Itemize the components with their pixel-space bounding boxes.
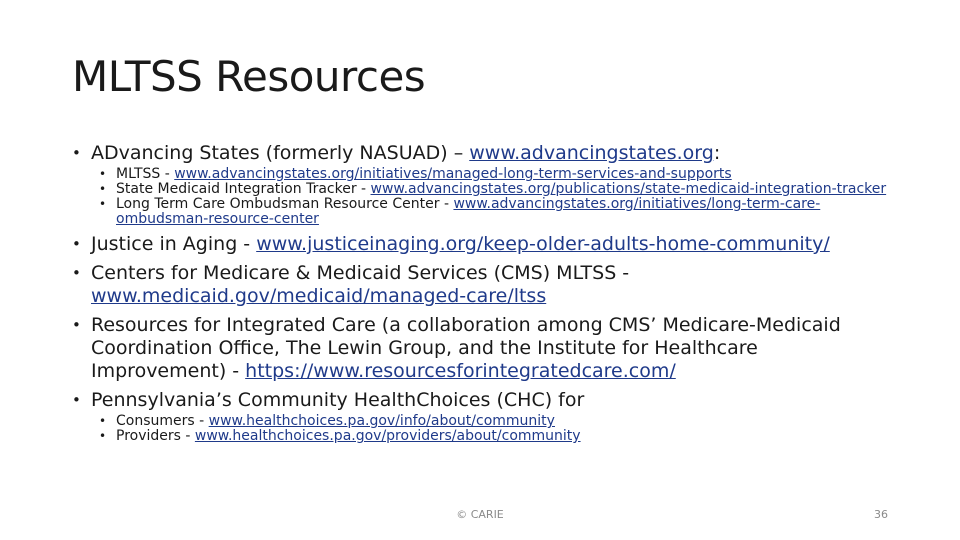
bullet-cms-mltss [72,262,892,308]
consumers-link[interactable]: www.healthchoices.pa.gov/info/about/community [208,413,555,429]
sub-bullet-text: Consumers - [116,413,209,429]
providers-link[interactable]: www.healthchoices.pa.gov/providers/about/community [194,428,581,444]
bullet-integrated-care [72,314,892,383]
sub-bullet-text: Providers - [116,428,195,444]
sub-list-chc [99,414,892,444]
bullet-suffix: : [713,142,721,164]
sub-bullet-consumers [99,414,892,429]
mltss-link[interactable]: www.advancingstates.org/initiatives/managed-long-term-services-and-supports [174,166,732,182]
bullet-text: ADvancing States (formerly NASUAD) – [91,142,470,164]
bullet-text: Resources for Integrated Care (a collaboration among CMS’ Medicare-Medicaid Coordination Office, The Lewin Group, and the Institute for Healthcare Improvement) - [91,314,841,382]
bullet-advancing-states [72,142,892,227]
sub-bullet-tracker [99,182,892,197]
slide-content [72,142,892,444]
bullet-text: Centers for Medicare & Medicaid Services (CMS) MLTSS - [91,262,630,284]
medicaid-gov-link[interactable]: www.medicaid.gov/medicaid/managed-care/ltss [91,285,547,307]
sub-bullet-text: State Medicaid Integration Tracker - [116,181,371,197]
bullet-pa-chc [72,389,892,444]
bullet-text: Pennsylvania’s Community HealthChoices (CHC) for [91,389,585,411]
advancingstates-link[interactable]: www.advancingstates.org [469,142,714,164]
sub-bullet-mltss [99,167,892,182]
sub-list-advancing-states [99,167,892,227]
integrated-care-link[interactable]: https://www.resourcesforintegratedcare.com/ [245,360,676,382]
bullet-text: Justice in Aging - [91,233,257,255]
ombudsman-link[interactable]: www.advancingstates.org/initiatives/long-term-care-ombudsman-resource-center [116,196,821,227]
sub-bullet-ombudsman [99,197,892,227]
sub-bullet-providers [99,429,892,444]
bullet-list [72,142,892,444]
footer-copyright: © CARIE [456,508,504,521]
justiceinaging-link[interactable]: www.justiceinaging.org/keep-older-adults-home-community/ [256,233,830,255]
tracker-link[interactable]: www.advancingstates.org/publications/state-medicaid-integration-tracker [370,181,887,197]
slide-title: MLTSS Resources [72,52,426,101]
sub-bullet-text: Long Term Care Ombudsman Resource Center - [116,196,454,212]
bullet-justice-in-aging [72,233,892,256]
sub-bullet-text: MLTSS - [116,166,175,182]
slide-number: 36 [874,508,888,521]
